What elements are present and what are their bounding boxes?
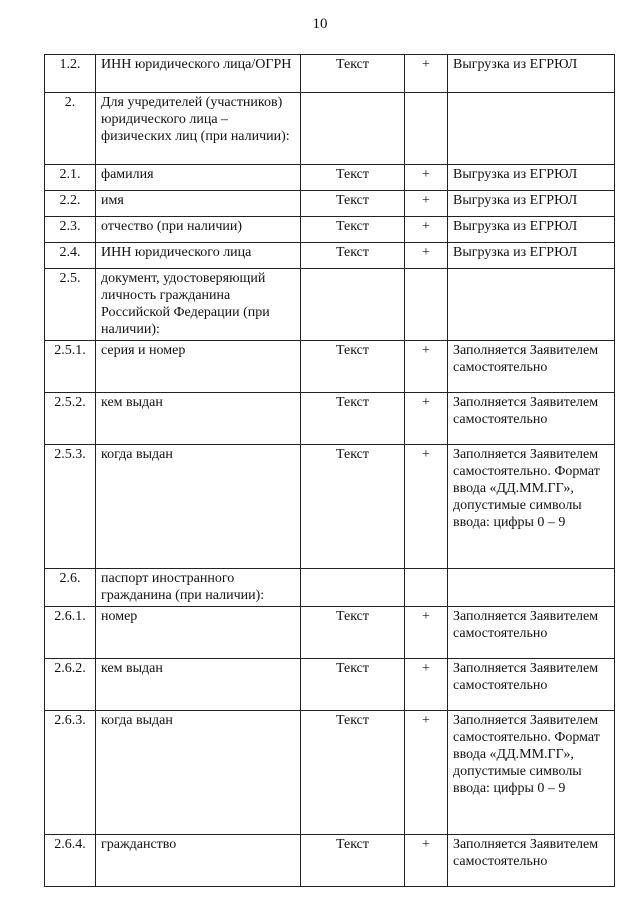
required-mark-cell: + [405,607,448,659]
field-type-cell: Текст [301,835,405,887]
field-type-cell: Текст [301,217,405,243]
field-name-cell: паспорт иностранного гражданина (при наличии): [96,569,301,607]
table-row [45,835,615,887]
field-type-cell [301,93,405,165]
page-number: 10 [312,16,328,32]
table-row [45,269,615,341]
fields-table-body [45,55,615,887]
row-number-cell: 2.1. [45,165,96,191]
field-source-cell: Выгрузка из ЕГРЮЛ [448,165,615,191]
row-number-cell: 2.6.3. [45,711,96,835]
field-type-cell: Текст [301,55,405,93]
field-name-cell: документ, удостоверяющий личность гражданина Российской Федерации (при наличии): [96,269,301,341]
required-mark-cell: + [405,659,448,711]
row-number-cell: 2.6.4. [45,835,96,887]
field-source-cell: Заполняется Заявителем самостоятельно [448,659,615,711]
field-type-cell: Текст [301,191,405,217]
required-mark-cell: + [405,445,448,569]
row-number-cell: 1.2. [45,55,96,93]
field-source-cell [448,269,615,341]
table-row [45,341,615,393]
field-name-cell: фамилия [96,165,301,191]
fields-table [44,54,615,887]
field-type-cell: Текст [301,243,405,269]
field-name-cell: серия и номер [96,341,301,393]
field-name-cell: ИНН юридического лица/ОГРН [96,55,301,93]
table-row [45,93,615,165]
table-row [45,607,615,659]
row-number-cell: 2.5.3. [45,445,96,569]
table-row [45,569,615,607]
field-name-cell: Для учредителей (участников) юридического лица – физических лиц (при наличии): [96,93,301,165]
field-source-cell: Заполняется Заявителем самостоятельно. Формат ввода «ДД.ММ.ГГ», допустимые символы ввода: цифры 0 – 9 [448,445,615,569]
field-name-cell: когда выдан [96,445,301,569]
field-type-cell: Текст [301,165,405,191]
table-row [45,217,615,243]
field-name-cell: когда выдан [96,711,301,835]
field-source-cell: Заполняется Заявителем самостоятельно [448,835,615,887]
row-number-cell: 2.3. [45,217,96,243]
table-row [45,393,615,445]
row-number-cell: 2. [45,93,96,165]
row-number-cell: 2.5.1. [45,341,96,393]
table-row [45,243,615,269]
table-row [45,55,615,93]
required-mark-cell: + [405,341,448,393]
table-row [45,659,615,711]
row-number-cell: 2.6.2. [45,659,96,711]
field-source-cell: Заполняется Заявителем самостоятельно [448,607,615,659]
field-source-cell: Выгрузка из ЕГРЮЛ [448,191,615,217]
field-type-cell: Текст [301,393,405,445]
field-source-cell: Выгрузка из ЕГРЮЛ [448,243,615,269]
field-source-cell: Заполняется Заявителем самостоятельно. Формат ввода «ДД.ММ.ГГ», допустимые символы ввода: цифры 0 – 9 [448,711,615,835]
required-mark-cell: + [405,393,448,445]
row-number-cell: 2.6. [45,569,96,607]
field-type-cell [301,269,405,341]
field-name-cell: номер [96,607,301,659]
required-mark-cell: + [405,165,448,191]
field-type-cell: Текст [301,711,405,835]
field-source-cell [448,569,615,607]
field-source-cell: Выгрузка из ЕГРЮЛ [448,55,615,93]
field-name-cell: ИНН юридического лица [96,243,301,269]
field-type-cell: Текст [301,445,405,569]
field-source-cell: Выгрузка из ЕГРЮЛ [448,217,615,243]
field-source-cell: Заполняется Заявителем самостоятельно [448,341,615,393]
row-number-cell: 2.2. [45,191,96,217]
required-mark-cell [405,569,448,607]
field-name-cell: имя [96,191,301,217]
field-type-cell: Текст [301,659,405,711]
table-row [45,165,615,191]
field-type-cell [301,569,405,607]
required-mark-cell: + [405,243,448,269]
row-number-cell: 2.6.1. [45,607,96,659]
required-mark-cell [405,269,448,341]
field-name-cell: кем выдан [96,393,301,445]
field-name-cell: гражданство [96,835,301,887]
field-source-cell: Заполняется Заявителем самостоятельно [448,393,615,445]
required-mark-cell: + [405,711,448,835]
field-name-cell: кем выдан [96,659,301,711]
required-mark-cell: + [405,217,448,243]
required-mark-cell: + [405,835,448,887]
table-row [45,711,615,835]
row-number-cell: 2.5. [45,269,96,341]
table-row [45,191,615,217]
field-name-cell: отчество (при наличии) [96,217,301,243]
required-mark-cell: + [405,191,448,217]
required-mark-cell [405,93,448,165]
field-type-cell: Текст [301,607,405,659]
row-number-cell: 2.4. [45,243,96,269]
required-mark-cell: + [405,55,448,93]
row-number-cell: 2.5.2. [45,393,96,445]
field-type-cell: Текст [301,341,405,393]
table-row [45,445,615,569]
field-source-cell [448,93,615,165]
